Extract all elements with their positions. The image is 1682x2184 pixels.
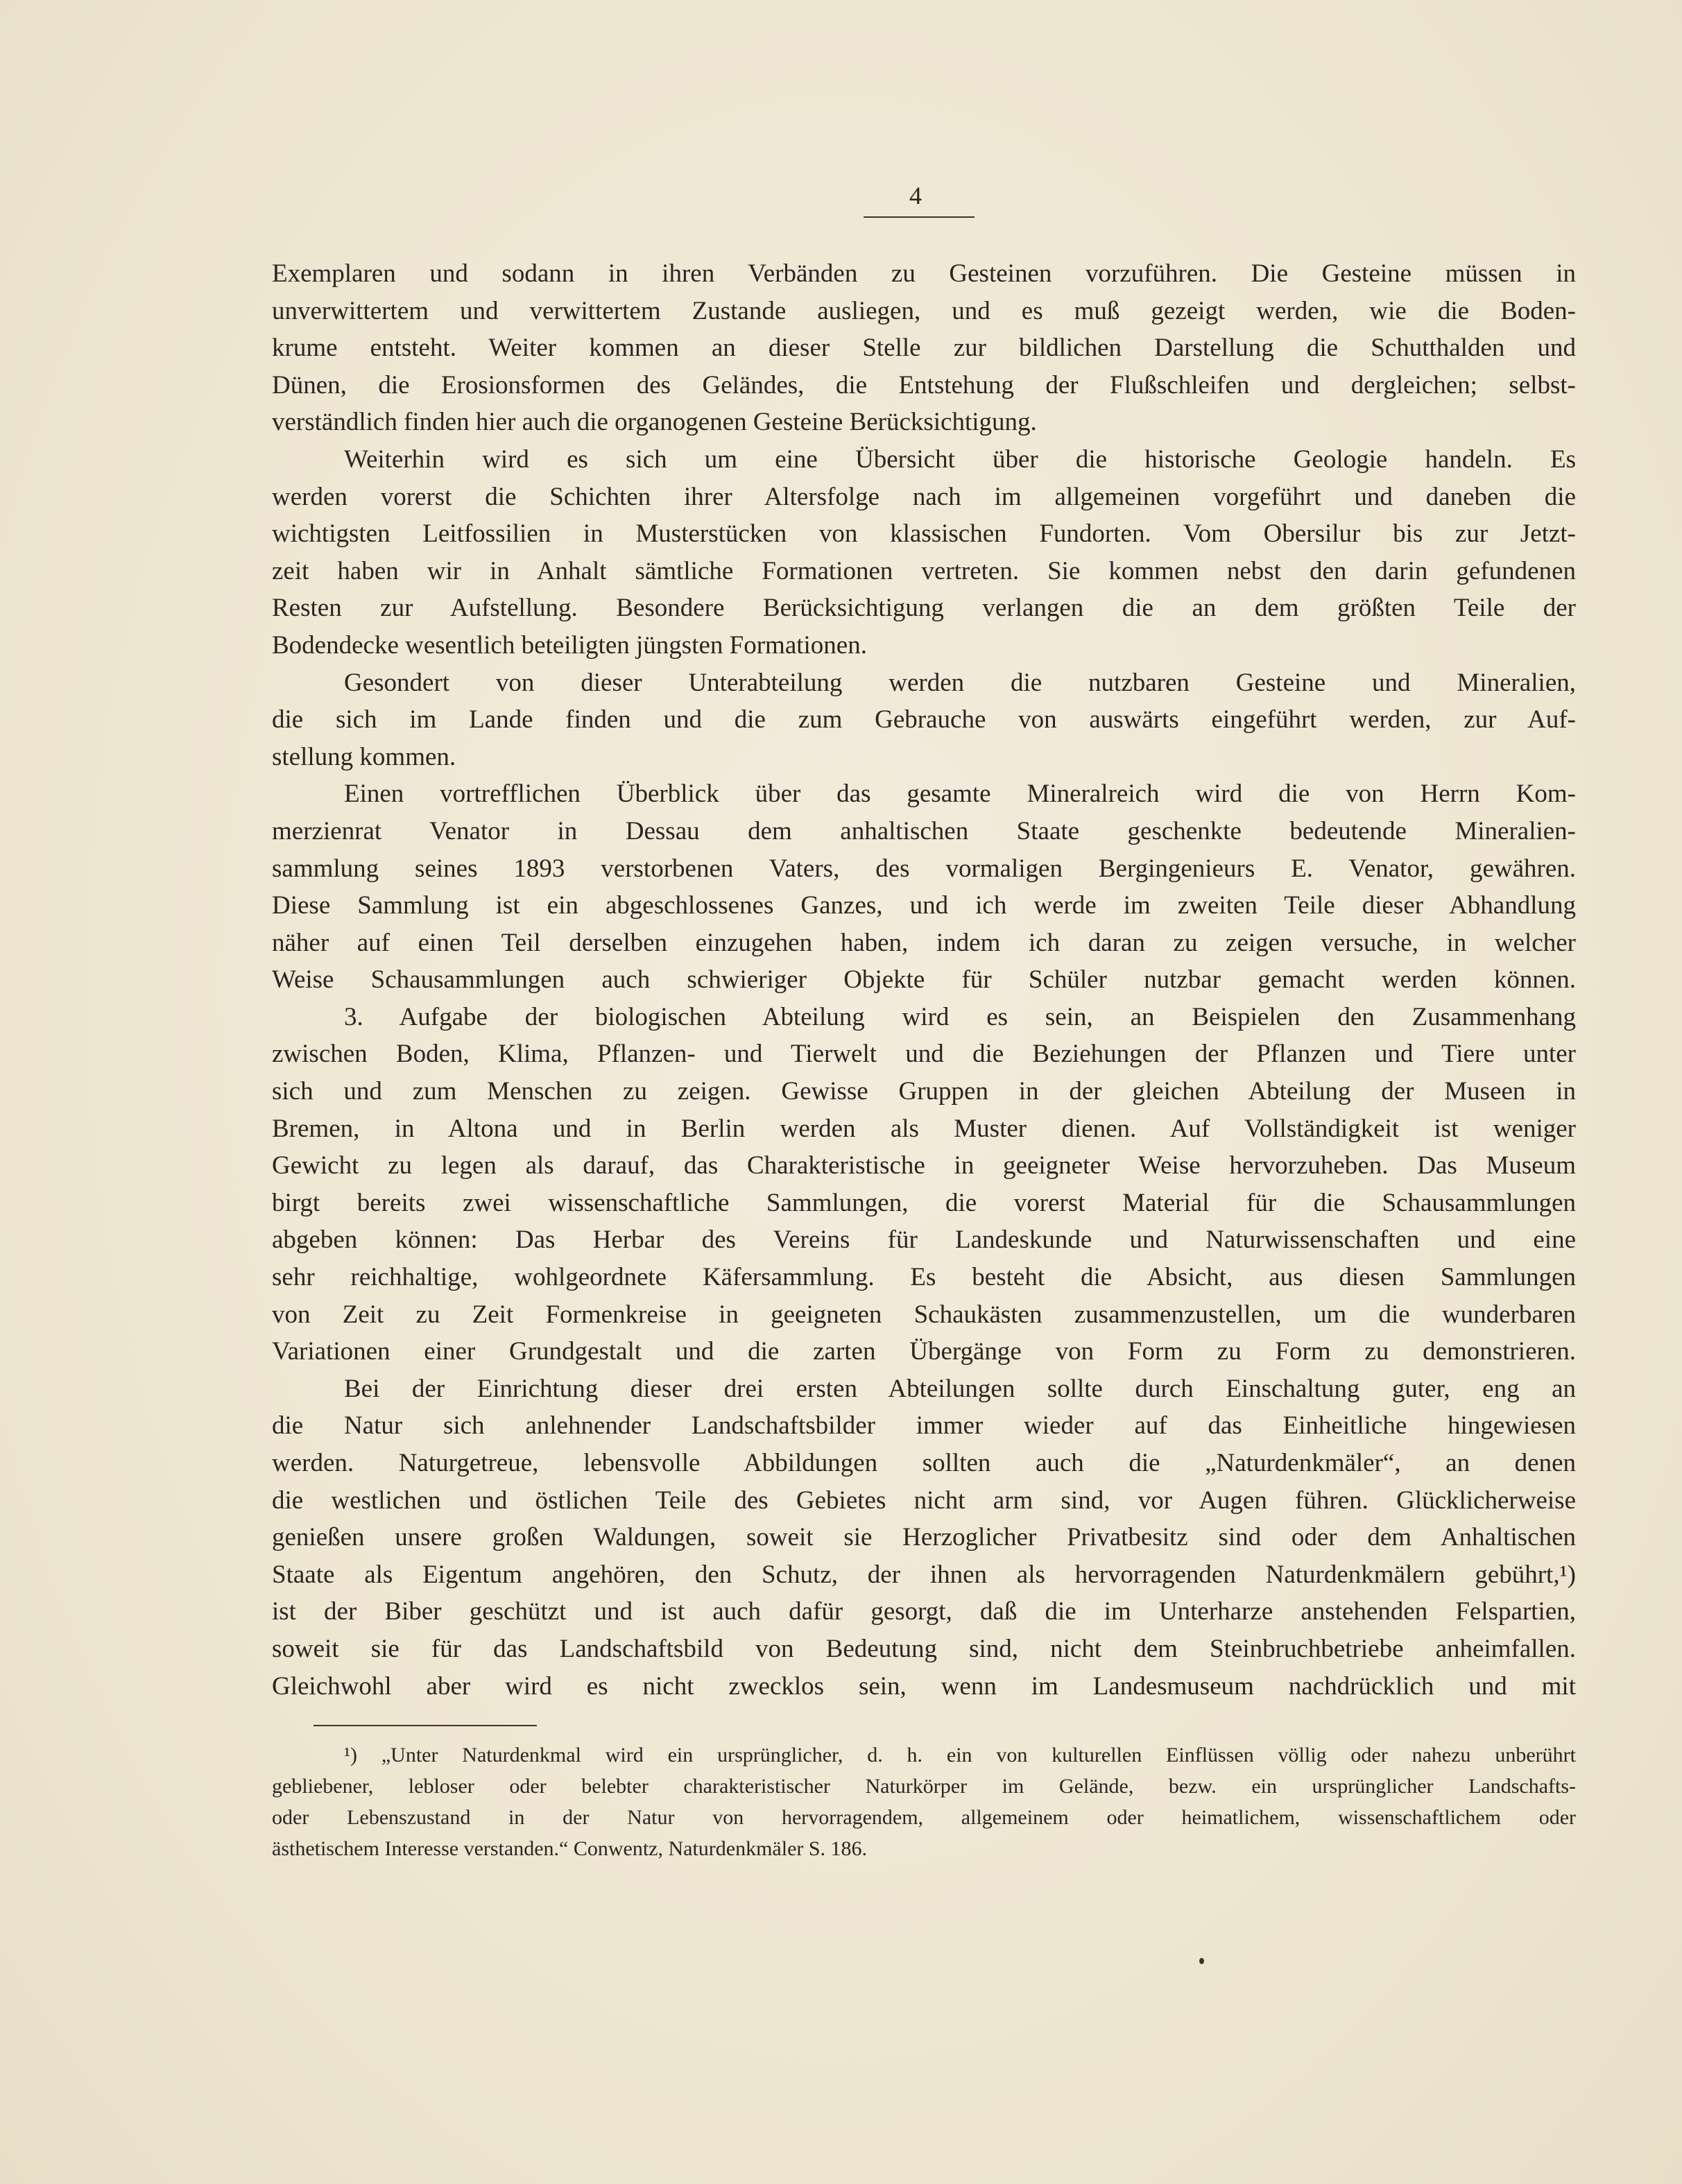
body-line: genießen unsere großen Waldungen, soweit sie Herzoglicher Privatbesitz sind oder dem Anhaltischen: [272, 1523, 1576, 1552]
body-line: merzienrat Venator in Dessau dem anhaltischen Staate geschenkte bedeutende Mineralien-: [272, 816, 1576, 845]
paper-speck: [1199, 1958, 1204, 1964]
body-line: unverwittertem und verwittertem Zustande ausliegen, und es muß gezeigt werden, wie die Boden-: [272, 296, 1576, 325]
body-line: Bremen, in Altona und in Berlin werden als Muster dienen. Auf Vollständigkeit ist weniger: [272, 1114, 1576, 1143]
body-line: zeit haben wir in Anhalt sämtliche Formationen vertreten. Sie kommen nebst den darin gefundenen: [272, 556, 1576, 585]
body-line: Staate als Eigentum angehören, den Schutz, der ihnen als hervorragenden Naturdenkmälern gebührt,¹): [272, 1560, 1576, 1589]
body-line: Variationen einer Grundgestalt und die zarten Übergänge von Form zu Form zu demonstrieren.: [272, 1337, 1576, 1366]
body-line: Weise Schausammlungen auch schwieriger Objekte für Schüler nutzbar gemacht werden können.: [272, 965, 1576, 995]
body-line: von Zeit zu Zeit Formenkreise in geeigneten Schaukästen zusammenzustellen, um die wunderbaren: [272, 1300, 1576, 1329]
body-line: Exemplaren und sodann in ihren Verbänden zu Gesteinen vorzuführen. Die Gesteine müssen in: [272, 259, 1576, 288]
body-line: 3. Aufgabe der biologischen Abteilung wird es sein, an Beispielen den Zusammenhang: [344, 1002, 1576, 1031]
footnote-rule: [314, 1725, 537, 1726]
footnote-line: oder Lebenszustand in der Natur von hervorragendem, allgemeinem oder heimatlichem, wissenschaftlichem oder: [272, 1806, 1576, 1829]
body-line: Bodendecke wesentlich beteiligten jüngsten Formationen.: [272, 630, 867, 660]
body-line: werden vorerst die Schichten ihrer Altersfolge nach im allgemeinen vorgeführt und daneben die: [272, 482, 1576, 511]
body-line: werden. Naturgetreue, lebensvolle Abbildungen sollten auch die „Naturdenkmäler“, an denen: [272, 1449, 1576, 1477]
body-line: stellung kommen.: [272, 742, 456, 771]
body-line: die westlichen und östlichen Teile des Gebietes nicht arm sind, vor Augen führen. Glücklicherweise: [272, 1486, 1576, 1515]
body-line: die sich im Lande finden und die zum Gebrauche von auswärts eingeführt werden, zur Auf-: [272, 705, 1576, 734]
body-line: soweit sie für das Landschaftsbild von Bedeutung sind, nicht dem Steinbruchbetriebe anheimfallen.: [272, 1634, 1576, 1663]
body-line: Bei der Einrichtung dieser drei ersten Abteilungen sollte durch Einschaltung guter, eng an: [344, 1374, 1576, 1403]
body-line: Dünen, die Erosionsformen des Geländes, die Entstehung der Flußschleifen und dergleichen; selbst-: [272, 370, 1576, 399]
page-number: 4: [909, 182, 922, 209]
body-line: Gesondert von dieser Unterabteilung werden die nutzbaren Gesteine und Mineralien,: [344, 668, 1576, 697]
body-line: sammlung seines 1893 verstorbenen Vaters, des vormaligen Bergingenieurs E. Venator, gewähren.: [272, 854, 1576, 883]
page-number-rule: [864, 216, 975, 218]
footnote-line: gebliebener, lebloser oder belebter charakteristischer Naturkörper im Gelände, bezw. ein ursprünglicher Landschafts-: [272, 1775, 1576, 1798]
body-line: verständlich finden hier auch die organogenen Gesteine Berücksichtigung.: [272, 408, 1037, 437]
footnote-line: ¹) „Unter Naturdenkmal wird ein ursprünglicher, d. h. ein von kulturellen Einflüssen völlig oder nahezu unberührt: [344, 1744, 1576, 1766]
body-line: wichtigsten Leitfossilien in Musterstücken von klassischen Fundorten. Vom Obersilur bis zur Jetzt-: [272, 519, 1576, 549]
body-line: krume entsteht. Weiter kommen an dieser Stelle zur bildlichen Darstellung die Schutthalden und: [272, 334, 1576, 363]
body-line: die Natur sich anlehnender Landschaftsbilder immer wieder auf das Einheitliche hingewiesen: [272, 1411, 1576, 1441]
body-text: [272, 255, 1576, 1705]
body-line: abgeben können: Das Herbar des Vereins für Landeskunde und Naturwissenschaften und eine: [272, 1226, 1576, 1255]
body-line: Gewicht zu legen als darauf, das Charakteristische in geeigneter Weise hervorzuheben. Das Museum: [272, 1151, 1576, 1180]
body-line: Einen vortrefflichen Überblick über das gesamte Mineralreich wird die von Herrn Kom-: [344, 780, 1576, 809]
body-line: näher auf einen Teil derselben einzugehen haben, indem ich daran zu zeigen versuche, in welcher: [272, 928, 1576, 957]
body-line: Weiterhin wird es sich um eine Übersicht über die historische Geologie handeln. Es: [344, 445, 1576, 474]
body-line: birgt bereits zwei wissenschaftliche Sammlungen, die vorerst Material für die Schausammlungen: [272, 1188, 1576, 1217]
body-line: Gleichwohl aber wird es nicht zwecklos sein, wenn im Landesmuseum nachdrücklich und mit: [272, 1671, 1576, 1701]
footnotes: [272, 1739, 1576, 1864]
body-line: sehr reichhaltige, wohlgeordnete Käfersammlung. Es besteht die Absicht, aus diesen Sammlungen: [272, 1263, 1576, 1292]
footnote-line: ästhetischem Interesse verstanden.“ Conwentz, Naturdenkmäler S. 186.: [272, 1837, 868, 1860]
body-line: ist der Biber geschützt und ist auch dafür gesorgt, daß die im Unterharze anstehenden Felspartien,: [272, 1597, 1576, 1626]
body-line: Resten zur Aufstellung. Besondere Berücksichtigung verlangen die an dem größten Teile der: [272, 594, 1576, 623]
body-line: sich und zum Menschen zu zeigen. Gewisse Gruppen in der gleichen Abteilung der Museen in: [272, 1077, 1576, 1106]
body-line: zwischen Boden, Klima, Pflanzen- und Tierwelt und die Beziehungen der Pflanzen und Tiere unter: [272, 1040, 1576, 1069]
body-line: Diese Sammlung ist ein abgeschlossenes Ganzes, und ich werde im zweiten Teile dieser Abhandlung: [272, 891, 1576, 920]
